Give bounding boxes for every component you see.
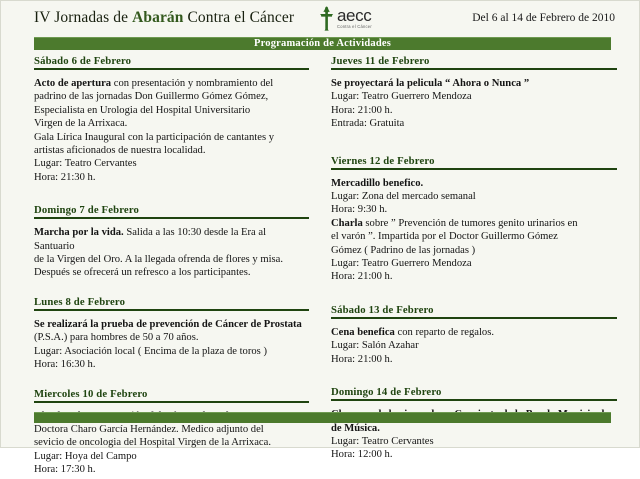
day-divider (331, 168, 617, 170)
day-line (331, 339, 617, 352)
day-line (331, 217, 617, 230)
day-line (331, 203, 617, 216)
day-divider (34, 217, 309, 219)
day-line-text: sobre ” Prevención de tumores genito urinarios en (362, 217, 578, 229)
day-line (331, 257, 617, 270)
event-date-range: Del 6 al 14 de Febrero de 2010 (472, 12, 615, 24)
day-line (331, 422, 617, 435)
day-heading: Sábado 6 de Febrero (34, 55, 132, 67)
day-block (34, 204, 309, 280)
day-line-text: Después se ofrecerá un refresco a los participantes. (34, 267, 251, 279)
day-line (34, 77, 309, 90)
day-line-text: Lugar: Teatro Guerrero Mendoza (331, 91, 472, 103)
aecc-logo (318, 6, 372, 32)
day-line-text: de la Virgen del Oro. A la llegada ofrenda de flores y misa. (34, 254, 284, 266)
day-divider (34, 309, 309, 311)
day-block (331, 304, 617, 366)
day-line-bold: Acto de apertura (34, 78, 112, 89)
day-spacer (34, 374, 309, 388)
day-line-text: Entrada: Gratuita (331, 118, 405, 130)
day-line-text: Lugar: Zona del mercado semanal (331, 191, 476, 203)
aecc-wordmark: aecc (337, 6, 372, 25)
day-line-text: padrino de las jornadas Don Guillermo Gómez Gómez, (34, 91, 269, 103)
day-line-text: Especialista en Urologia del Hospital Universitario (34, 104, 251, 116)
day-spacer (331, 133, 617, 155)
day-line-text: (P.S.A.) para hombres de 50 a 70 años. (34, 332, 199, 344)
day-line (331, 177, 617, 190)
day-line (34, 226, 309, 253)
day-description (34, 318, 309, 372)
poster-header (1, 1, 639, 33)
program-banner-label: Programación de Actividades (253, 37, 392, 49)
day-block (331, 55, 617, 131)
day-description (34, 77, 309, 184)
day-line-text: Gómez ( Padrino de las jornadas ) (331, 244, 476, 256)
page-title (34, 9, 294, 27)
day-description (34, 226, 309, 280)
day-description (331, 326, 617, 366)
day-heading: Sábado 13 de Febrero (331, 303, 434, 316)
day-heading: Viernes 12 de Febrero (331, 154, 435, 167)
day-line-text: Hora: 21:00 h. (331, 104, 393, 116)
day-line-text: Salida a las 10:30 desde la Era al Santuario (34, 227, 267, 252)
cross-icon (318, 6, 335, 31)
day-divider (331, 68, 617, 70)
day-line (331, 326, 617, 339)
day-line (34, 318, 309, 331)
day-line (331, 435, 617, 448)
day-line-text: Doctora Charo García Hernández. Medico adjunto del (34, 423, 264, 435)
day-line-text: Lugar: Teatro Guerrero Mendoza (331, 258, 472, 270)
day-line-text: Lugar: Hoya del Campo (34, 450, 137, 462)
day-line (34, 144, 309, 157)
day-divider (331, 317, 617, 319)
day-block (34, 296, 309, 372)
footer-bar (34, 412, 611, 423)
day-line-bold: Cena benefica (331, 326, 395, 338)
title-prefix: IV Jornadas de (34, 9, 133, 26)
title-accent: Abarán (132, 9, 184, 26)
day-heading: Jueves 11 de Febrero (331, 55, 430, 67)
day-line (34, 423, 309, 436)
day-line (34, 253, 309, 266)
day-line (34, 266, 309, 279)
day-line (331, 190, 617, 203)
day-line (331, 353, 617, 366)
day-heading: Lunes 8 de Febrero (34, 295, 126, 308)
day-line-text: Hora: 21:30 h. (34, 171, 96, 183)
day-line-text: Hora: 21:00 h. (331, 271, 393, 283)
day-line (34, 171, 309, 184)
day-line-text: Hora: 9:30 h. (331, 204, 388, 216)
day-line (331, 448, 617, 461)
day-line-text: sevicio de oncologia del Hospital Virgen de la Arrixaca. (34, 437, 271, 449)
day-line (34, 104, 309, 117)
day-line (331, 90, 617, 103)
day-line (34, 358, 309, 371)
day-block (34, 388, 309, 477)
day-description (331, 177, 617, 284)
day-line (34, 450, 309, 463)
day-heading: Miercoles 10 de Febrero (34, 387, 148, 400)
day-line-text: Hora: 21:00 h. (331, 353, 393, 365)
aecc-tagline: Contra el Cáncer (337, 24, 372, 29)
program-banner (34, 37, 611, 50)
day-heading: Domingo 7 de Febrero (34, 204, 140, 217)
day-line-text: Virgen de la Arrixaca. (34, 118, 128, 130)
day-line (331, 77, 617, 90)
day-line (331, 104, 617, 117)
day-line-bold: Charla (331, 217, 363, 229)
day-block (34, 55, 309, 184)
day-block (331, 155, 617, 284)
day-line (331, 270, 617, 283)
aecc-logo-text (337, 6, 372, 29)
day-line (331, 230, 617, 243)
day-line (331, 244, 617, 257)
day-line-bold: Se realizará la prueba de prevención de Cáncer de Prostata (34, 318, 302, 330)
day-line-bold: Mercadillo benefico. (331, 177, 424, 189)
day-line-text: Hora: 17:30 h. (34, 464, 96, 476)
day-line-text: Lugar: Teatro Cervantes (34, 158, 137, 170)
day-line-text: Hora: 16:30 h. (34, 359, 96, 371)
day-line-text: con reparto de regalos. (394, 326, 494, 338)
day-divider (34, 68, 309, 70)
day-line (331, 117, 617, 130)
day-spacer (34, 282, 309, 296)
day-line-text: con presentación y nombramiento del (111, 78, 274, 89)
day-line-text: el varón ”. Impartida por el Doctor Guillermo Gómez (331, 231, 558, 243)
day-line-bold: de Música. (331, 422, 380, 434)
day-line-text: Lugar: Teatro Cervantes (331, 435, 434, 447)
day-line (34, 463, 309, 476)
day-spacer (331, 368, 617, 386)
title-suffix: Contra el Cáncer (183, 9, 295, 26)
day-divider (34, 401, 309, 403)
day-line-bold: Marcha por la vida. (34, 227, 124, 239)
day-block (331, 386, 617, 462)
day-line-text: Lugar: Salón Azahar (331, 340, 419, 352)
day-spacer (331, 286, 617, 304)
day-line (34, 331, 309, 344)
day-line-text: Hora: 12:00 h. (331, 449, 393, 461)
day-line-bold: Se proyectará la pelicula “ Ahora o Nunca ” (331, 78, 530, 89)
day-line-text: Gala Lírica Inaugural con la participación de cantantes y (34, 131, 275, 143)
day-line (34, 117, 309, 130)
day-spacer (34, 186, 309, 204)
day-description (331, 77, 617, 131)
day-line-text: artistas aficionados de nuestra localidad. (34, 145, 206, 157)
day-line (34, 157, 309, 170)
day-line (34, 345, 309, 358)
day-line-text: Lugar: Asociación local ( Encima de la plaza de toros ) (34, 345, 267, 357)
day-heading: Domingo 14 de Febrero (331, 386, 442, 399)
day-divider (331, 399, 617, 401)
day-line (34, 90, 309, 103)
day-line (34, 131, 309, 144)
